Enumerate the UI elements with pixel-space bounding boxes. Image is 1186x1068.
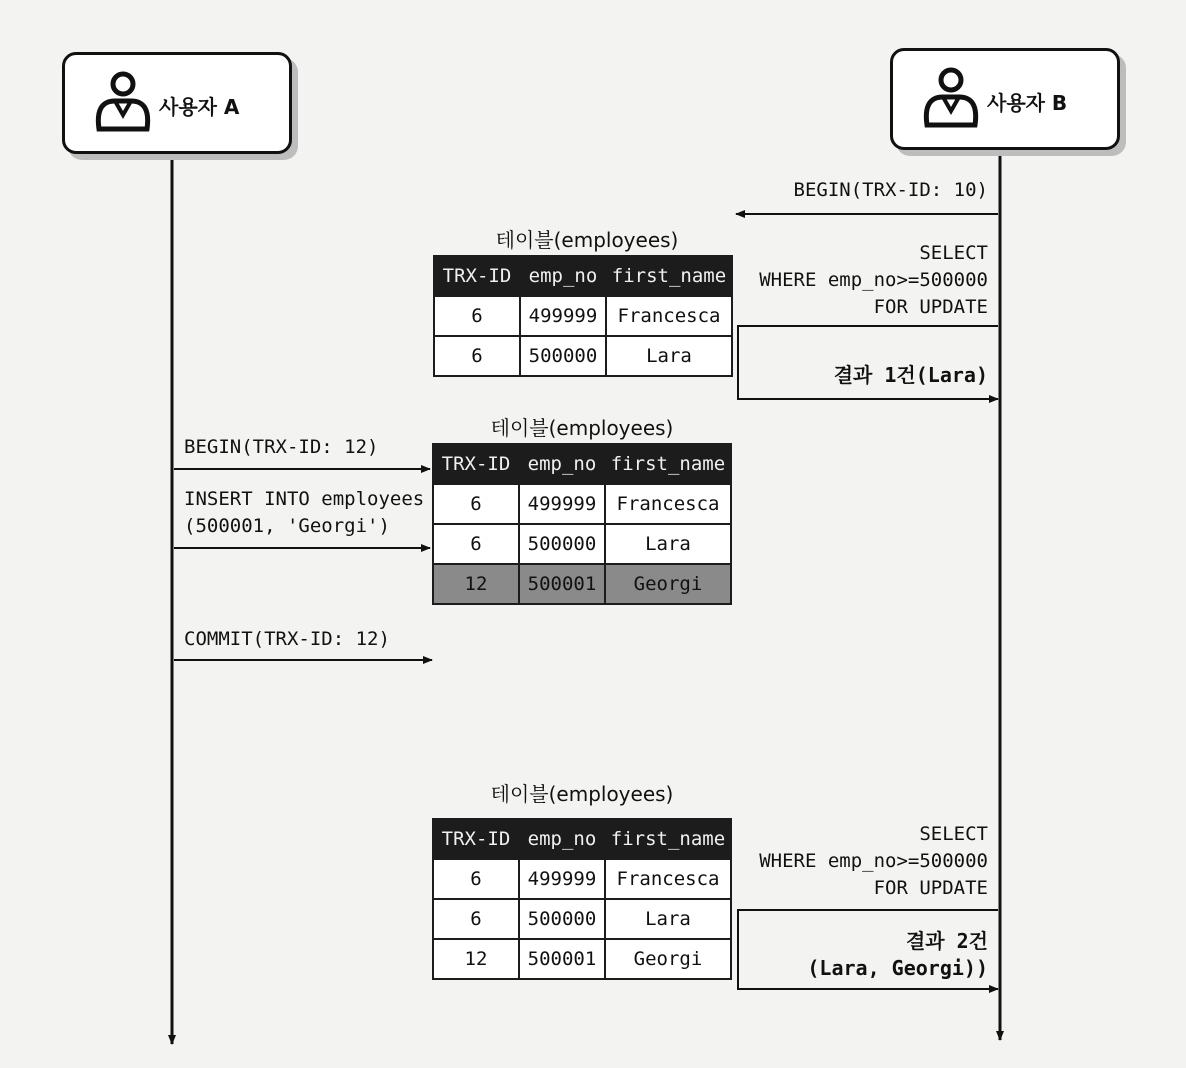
table-cell: 500001 (519, 939, 605, 979)
table-cell: Lara (605, 524, 731, 564)
table-title: 테이블(employees) (490, 782, 674, 806)
table-cell: 500000 (519, 899, 605, 939)
table-row (433, 859, 731, 899)
table-cell: 6 (433, 524, 519, 564)
table-row (433, 484, 731, 524)
table-cell: 500001 (519, 564, 605, 604)
table-cell: 6 (434, 296, 520, 336)
user-icon (93, 71, 153, 133)
b-begin-label: BEGIN(TRX-ID: 10) (793, 179, 988, 201)
table-cell: Francesca (606, 296, 732, 336)
table-cell: Francesca (605, 859, 731, 899)
column-header: emp_no (520, 256, 606, 296)
table-cell: 12 (433, 564, 519, 604)
table-title: 테이블(employees) (490, 416, 674, 440)
table-row-highlighted (433, 564, 731, 604)
table-row (433, 939, 731, 979)
table-cell: Francesca (605, 484, 731, 524)
b-result-1-label: 결과 1건(Lara) (833, 363, 988, 387)
table-cell: Lara (605, 899, 731, 939)
user-a-box (62, 52, 292, 154)
table-row (433, 524, 731, 564)
b-select-2-label: SELECT WHERE emp_no>=500000 FOR UPDATE (759, 823, 988, 899)
table-title: 테이블(employees) (495, 228, 679, 252)
table-cell: Georgi (605, 939, 731, 979)
b-select-1-label: SELECT WHERE emp_no>=500000 FOR UPDATE (759, 242, 988, 318)
b-result-2-label: 결과 2건 (Lara, Georgi)) (807, 929, 988, 980)
table-cell: Lara (606, 336, 732, 376)
table-cell: Georgi (605, 564, 731, 604)
table-cell: 6 (433, 899, 519, 939)
column-header: TRX-ID (434, 256, 520, 296)
column-header: emp_no (519, 819, 605, 859)
table-row (434, 336, 732, 376)
column-header: first_name (606, 256, 732, 296)
table-cell: 6 (433, 484, 519, 524)
user-b-box (890, 48, 1120, 150)
employees-table-1 (433, 255, 733, 377)
table-row (433, 899, 731, 939)
a-commit-label: COMMIT(TRX-ID: 12) (184, 628, 390, 650)
a-begin-label: BEGIN(TRX-ID: 12) (184, 436, 379, 458)
table-cell: 500000 (520, 336, 606, 376)
table-cell: 499999 (519, 859, 605, 899)
user-b-label: 사용자 B (987, 91, 1068, 115)
table-cell: 6 (433, 859, 519, 899)
user-icon (921, 67, 981, 129)
user-a-label: 사용자 A (159, 95, 240, 119)
a-insert-label: INSERT INTO employees (500001, 'Georgi') (184, 488, 425, 537)
table-cell: 499999 (520, 296, 606, 336)
column-header: emp_no (519, 444, 605, 484)
table-cell: 6 (434, 336, 520, 376)
table-row (434, 296, 732, 336)
table-cell: 500000 (519, 524, 605, 564)
employees-table-2 (432, 443, 732, 605)
column-header: TRX-ID (433, 444, 519, 484)
table-cell: 12 (433, 939, 519, 979)
column-header: first_name (605, 444, 731, 484)
employees-table-3 (432, 818, 732, 980)
column-header: first_name (605, 819, 731, 859)
column-header: TRX-ID (433, 819, 519, 859)
table-cell: 499999 (519, 484, 605, 524)
